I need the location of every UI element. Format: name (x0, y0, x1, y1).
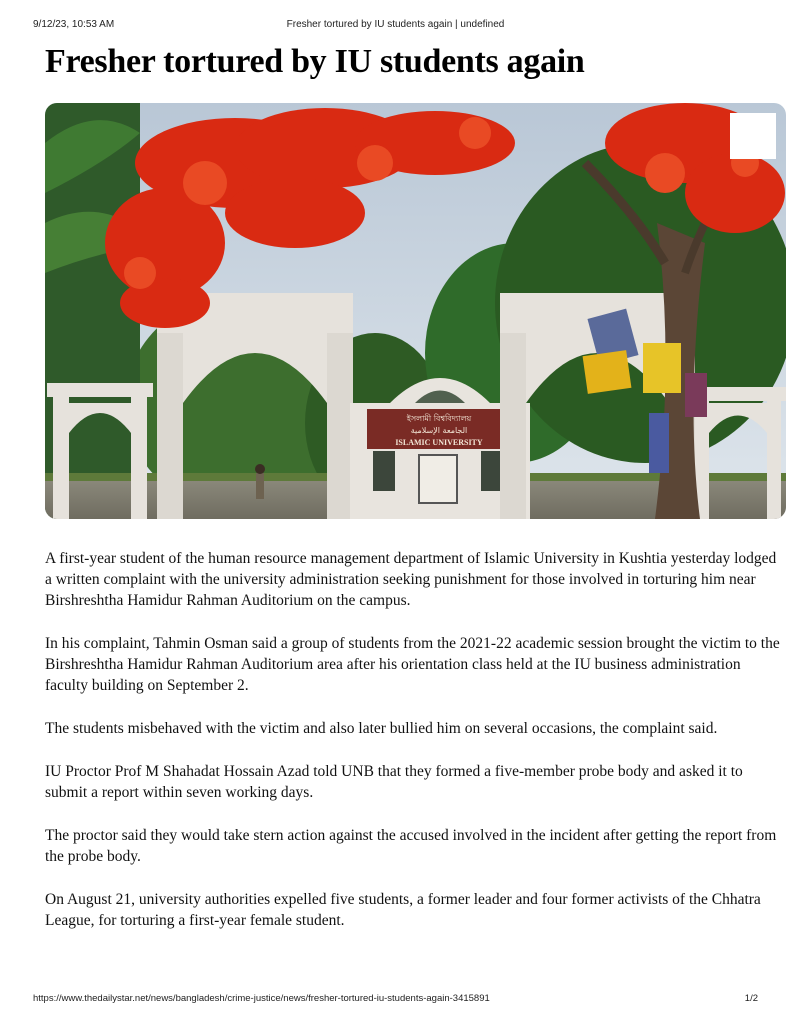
signboard-english: ISLAMIC UNIVERSITY (395, 438, 483, 447)
signboard-bangla: ইসলামী বিশ্ববিদ্যালয় (406, 414, 472, 423)
paragraph: IU Proctor Prof M Shahadat Hossain Azad told UNB that they formed a five-member probe body and asked it to submit a report within seven working days. (45, 763, 743, 801)
campus-gate-photo (45, 103, 786, 519)
paragraph: The students misbehaved with the victim and also later bullied him on several occasions, the complaint said. (45, 720, 718, 737)
paragraph: On August 21, university authorities expelled five students, a former leader and four former activists of the Chhatra League, for torturing a first-year female student. (45, 891, 761, 929)
paragraph: In his complaint, Tahmin Osman said a group of students from the 2021-22 academic session brought the victim to the Birshreshtha Hamidur Rahman Auditorium area after his orientation class held at the IU business administration faculty building on September 2. (45, 635, 780, 694)
print-doc-title: Fresher tortured by IU students again | undefined (286, 19, 505, 30)
paragraph: A first-year student of the human resource management department of Islamic University in Kushtia yesterday lodged a written complaint with the university administration seeking punishment for those involved in torturing him near Birshreshtha Hamidur Rahman Auditorium on the campus. (45, 550, 777, 609)
hero-image (45, 103, 786, 519)
paragraph: The proctor said they would take stern action against the accused involved in the incident after getting the report from the probe body. (45, 827, 777, 865)
article-headline: Fresher tortured by IU students again (45, 43, 585, 80)
article-body (45, 548, 785, 953)
page-number: 1/2 (744, 993, 758, 1004)
print-url[interactable]: https://www.thedailystar.net/news/bangladesh/crime-justice/news/fresher-tortured-iu-students-again-3415891 (33, 993, 490, 1004)
signboard-arabic: الجامعة الإسلامية (410, 426, 468, 435)
print-datetime: 9/12/23, 10:53 AM (33, 19, 115, 30)
